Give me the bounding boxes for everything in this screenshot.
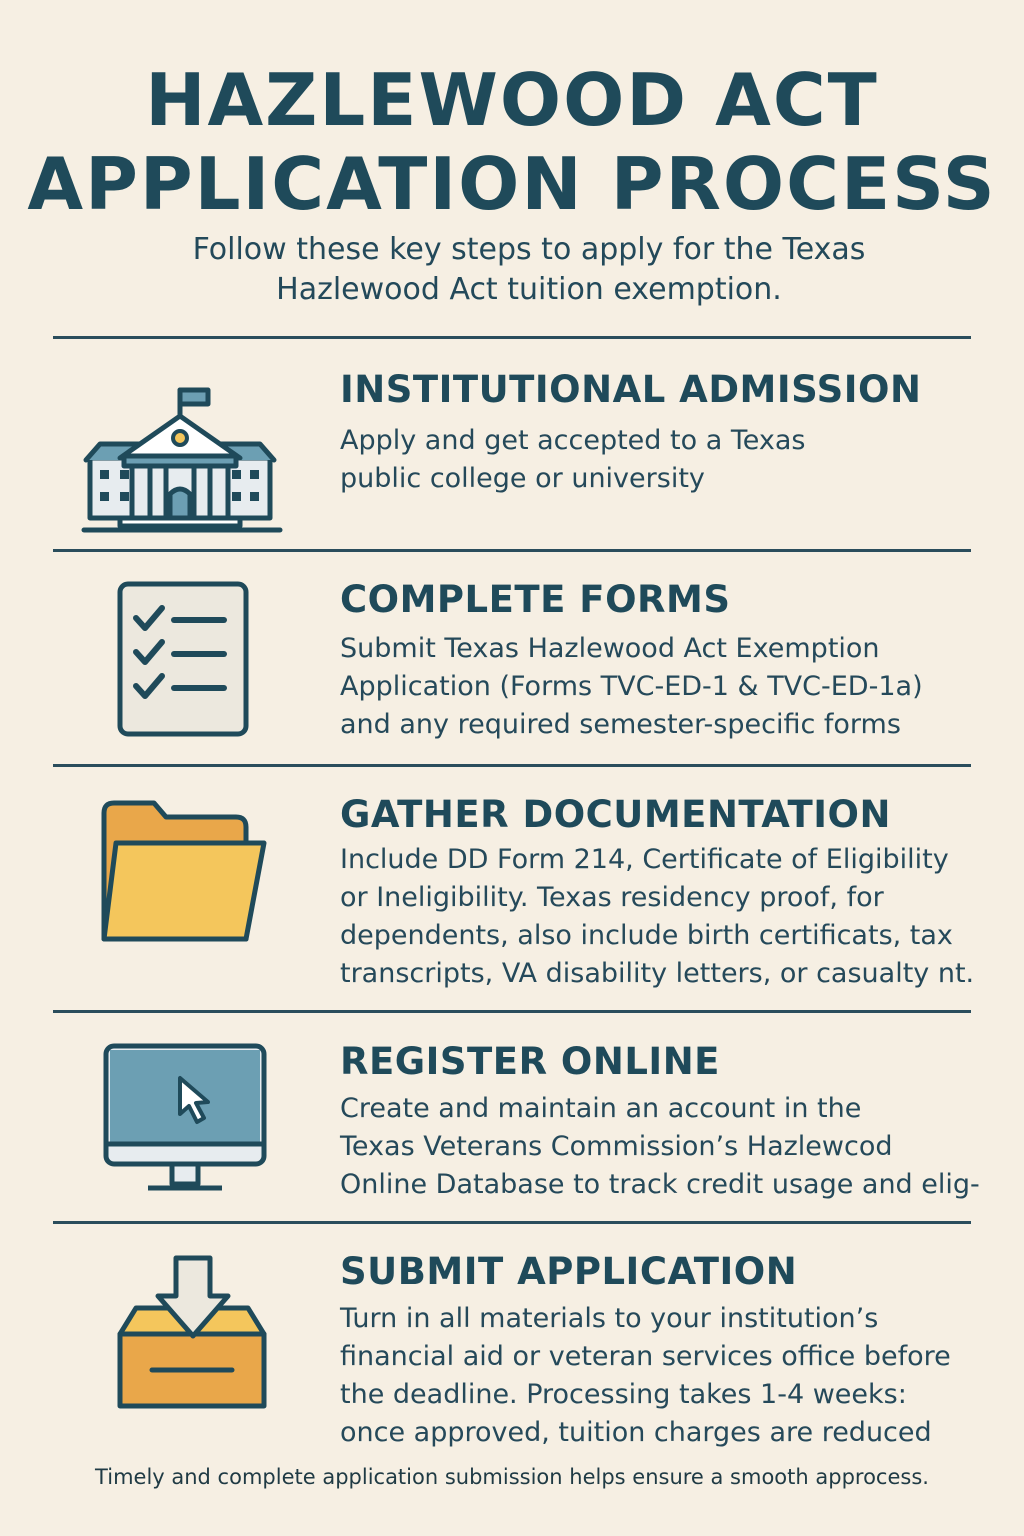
section-divider <box>53 1221 971 1224</box>
description-line: Application (Forms TVC-ED-1 & TVC-ED-1a) <box>340 671 923 702</box>
section-divider <box>53 1010 971 1013</box>
footer-note: Timely and complete application submission helps ensure a smooth approcess. <box>95 1465 929 1489</box>
title-line-2: APPLICATION PROCESS <box>27 142 997 226</box>
step-title: COMPLETE FORMS <box>340 578 731 621</box>
description-line: or Ineligibility. Texas residency proof, for <box>340 882 884 913</box>
step-title: REGISTER ONLINE <box>340 1040 720 1083</box>
step-title: GATHER DOCUMENTATION <box>340 793 891 836</box>
description-line: Apply and get accepted to a Texas <box>340 425 806 456</box>
step-description <box>340 422 980 498</box>
description-line: and any required semester-specific forms <box>340 709 901 740</box>
folder-icon <box>96 793 276 948</box>
step-description <box>340 630 980 744</box>
description-line: once approved, tuition charges are reduced <box>340 1417 932 1448</box>
computer-monitor-icon <box>100 1040 270 1196</box>
description-line: transcripts, VA disability letters, or casualty nt. <box>340 958 975 989</box>
description-line: Submit Texas Hazlewood Act Exemption <box>340 633 880 664</box>
section-divider <box>53 764 971 767</box>
description-line: Online Database to track credit usage and elig- <box>340 1169 980 1200</box>
university-building-icon <box>80 368 290 548</box>
description-line: financial aid or veteran services office before <box>340 1341 951 1372</box>
description-line: dependents, also include birth certificats, tax <box>340 920 953 951</box>
subtitle-line-1: Follow these key steps to apply for the Texas <box>192 232 866 267</box>
description-line: public college or university <box>340 463 705 494</box>
step-description <box>340 1090 980 1204</box>
subtitle-line-2: Hazlewood Act tuition exemption. <box>276 272 782 307</box>
step-description <box>340 1300 980 1452</box>
section-divider <box>53 336 971 339</box>
page-title <box>0 58 1024 226</box>
inbox-download-icon <box>108 1250 278 1420</box>
title-line-1: HAZLEWOOD ACT <box>145 58 879 142</box>
description-line: Turn in all materials to your institution’s <box>340 1303 879 1334</box>
step-title: INSTITUTIONAL ADMISSION <box>340 368 922 411</box>
step-description <box>340 841 980 993</box>
section-divider <box>53 549 971 552</box>
page-subtitle <box>0 230 1024 310</box>
description-line: Texas Veterans Commission’s Hazlewcod <box>340 1131 893 1162</box>
description-line: Create and maintain an account in the <box>340 1093 862 1124</box>
description-line: the deadline. Processing takes 1-4 weeks: <box>340 1379 907 1410</box>
checklist-icon <box>112 578 252 740</box>
description-line: Include DD Form 214, Certificate of Eligibility <box>340 844 949 875</box>
step-title: SUBMIT APPLICATION <box>340 1250 798 1293</box>
